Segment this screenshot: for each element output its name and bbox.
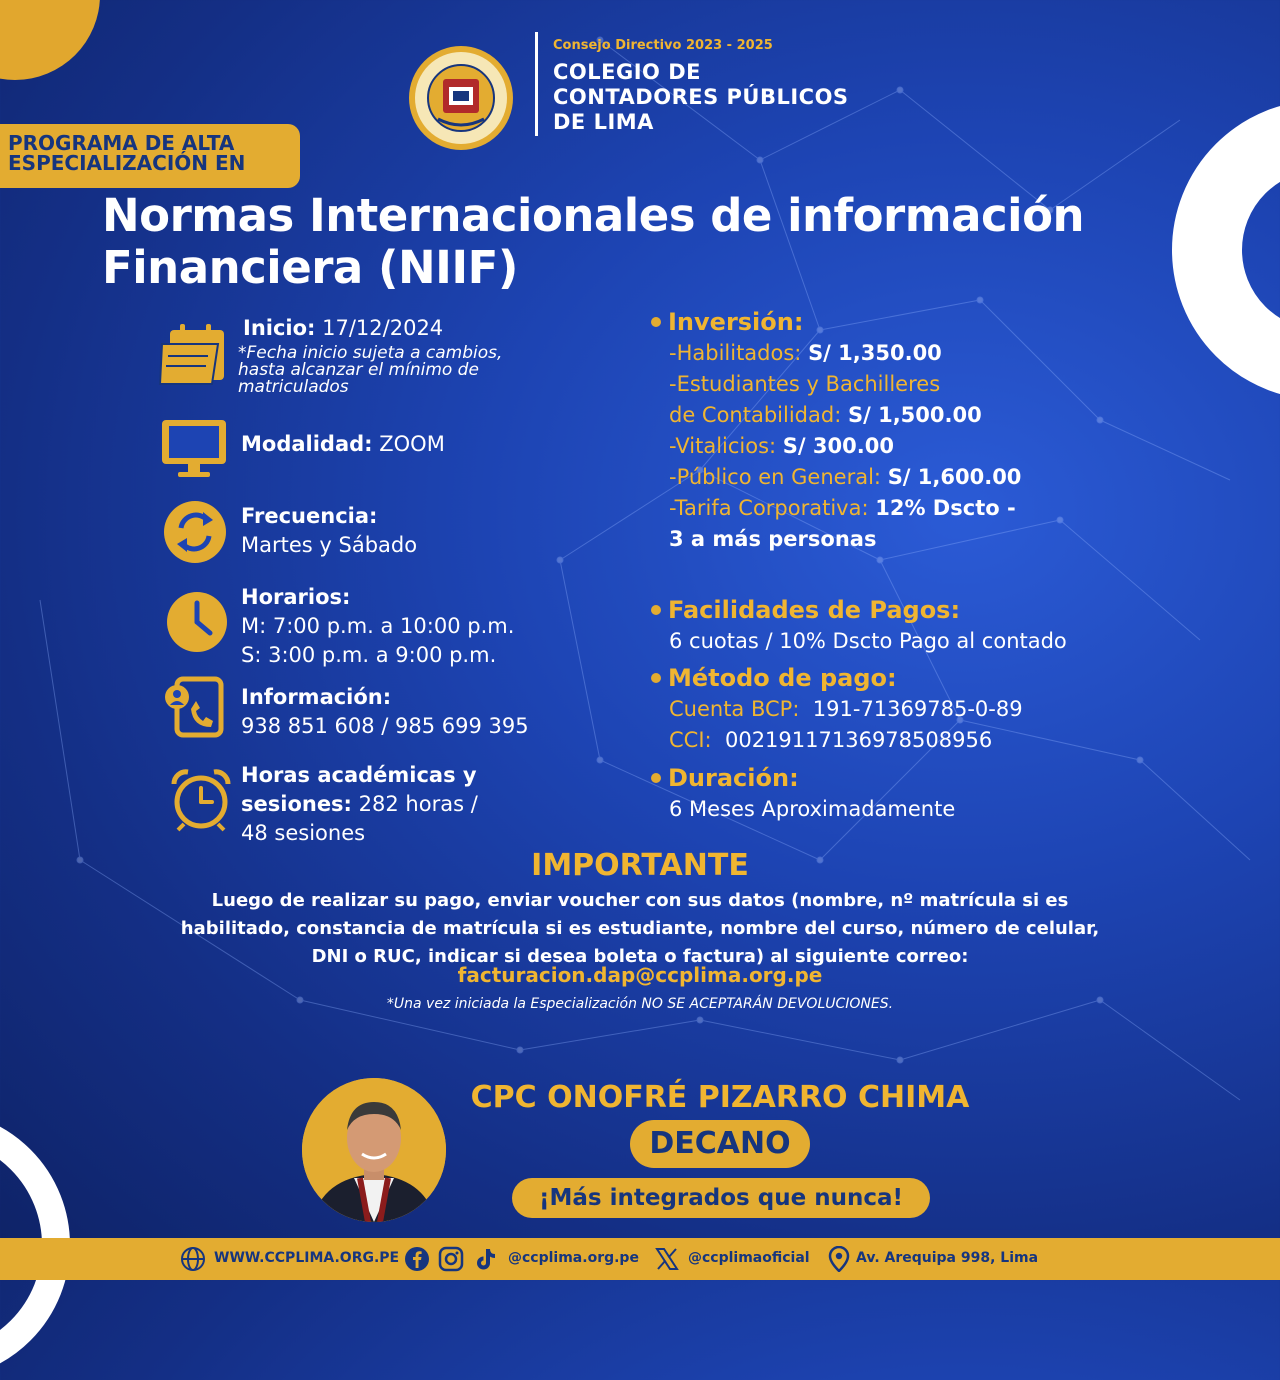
footer-social-handle[interactable]: @ccplima.org.pe	[508, 1250, 639, 1266]
important-body: Luego de realizar su pago, enviar voucher con sus datos (nombre, nº matrícula si es habilitado, constancia de matrícula si es estudiante, nombre del curso, número de celular, DNI o RUC, indicar si desea boleta o factura) al siguiente correo:	[180, 890, 1100, 967]
bullet-icon	[651, 317, 661, 327]
dean-name: CPC ONOFRÉ PIZARRO CHIMA	[470, 1080, 970, 1115]
college-seal-logo	[408, 45, 514, 151]
alarm-clock-icon	[170, 766, 232, 832]
modality-line: Modalidad: ZOOM	[241, 432, 445, 456]
program-badge: PROGRAMA DE ALTA ESPECIALIZACIÓN EN	[0, 124, 300, 188]
info-block: Información: 938 851 608 / 985 699 395	[241, 685, 529, 738]
footer-website-link[interactable]: WWW.CCPLIMA.ORG.PE	[214, 1250, 400, 1266]
slogan-badge: ¡Más integrados que nunca!	[512, 1178, 930, 1218]
footer-x-handle[interactable]: @ccplimaoficial	[688, 1250, 810, 1266]
important-title: IMPORTANTE	[531, 848, 749, 883]
globe-icon	[180, 1246, 206, 1272]
billing-email-link[interactable]: facturacion.dap@ccplima.org.pe	[457, 963, 823, 987]
footer-address: Av. Arequipa 998, Lima	[856, 1250, 1039, 1266]
facebook-icon[interactable]	[404, 1246, 430, 1272]
duration-block: Duración: 6 Meses Aproximadamente	[651, 763, 1211, 825]
footer-bar	[0, 1238, 1280, 1280]
phone-contact-icon	[163, 675, 227, 739]
refresh-cycle-icon	[163, 500, 227, 564]
bullet-icon	[651, 773, 661, 783]
council-period: Consejo Directivo 2023 - 2025	[553, 38, 773, 53]
calendar-icon	[158, 322, 228, 388]
dean-role-badge: DECANO	[630, 1120, 810, 1168]
bullet-icon	[651, 673, 661, 683]
header-divider	[535, 32, 538, 136]
x-icon[interactable]	[654, 1246, 680, 1272]
payment-method: Método de pago: Cuenta BCP: 191-71369785-0-89 CCI: 00219117136978508956	[651, 663, 1211, 756]
monitor-icon	[160, 418, 228, 478]
clock-icon	[166, 591, 228, 653]
bullet-icon	[651, 605, 661, 615]
start-date-note: *Fecha inicio sujeta a cambios, hasta alcanzar el mínimo de matriculados	[238, 343, 503, 397]
no-refund-note: *Una vez iniciada la Especialización NO SE ACEPTARÁN DEVOLUCIONES.	[386, 996, 894, 1012]
start-date-line: Inicio: 17/12/2024	[243, 316, 444, 340]
college-name: COLEGIO DE CONTADORES PÚBLICOS DE LIMA	[553, 60, 849, 134]
instagram-icon[interactable]	[438, 1246, 464, 1272]
frequency-block: Frecuencia: Martes y Sábado	[241, 504, 418, 557]
schedule-block: Horarios: M: 7:00 p.m. a 10:00 p.m. S: 3:00 p.m. a 9:00 p.m.	[241, 585, 515, 667]
hours-block: Horas académicas y sesiones: 282 horas / 48 sesiones	[241, 763, 478, 845]
tiktok-icon[interactable]	[472, 1246, 498, 1272]
dean-photo	[302, 1078, 446, 1222]
payment-facilities: Facilidades de Pagos: 6 cuotas / 10% Dscto Pago al contado	[651, 595, 1211, 657]
dean-portrait-icon	[302, 1078, 446, 1222]
investment-block: Inversión: -Habilitados: S/ 1,350.00 -Estudiantes y Bachilleres de Contabilidad: S/ 1,500.00 -Vitalicios: S/ 300.00 -Público en General: S/ 1,600.00 -Tarifa Corporativa: 12% Dscto - 3 a más personas	[651, 307, 1151, 555]
program-title: Normas Internacionales de información Financiera (NIIF)	[102, 189, 1085, 294]
location-pin-icon	[828, 1246, 850, 1272]
